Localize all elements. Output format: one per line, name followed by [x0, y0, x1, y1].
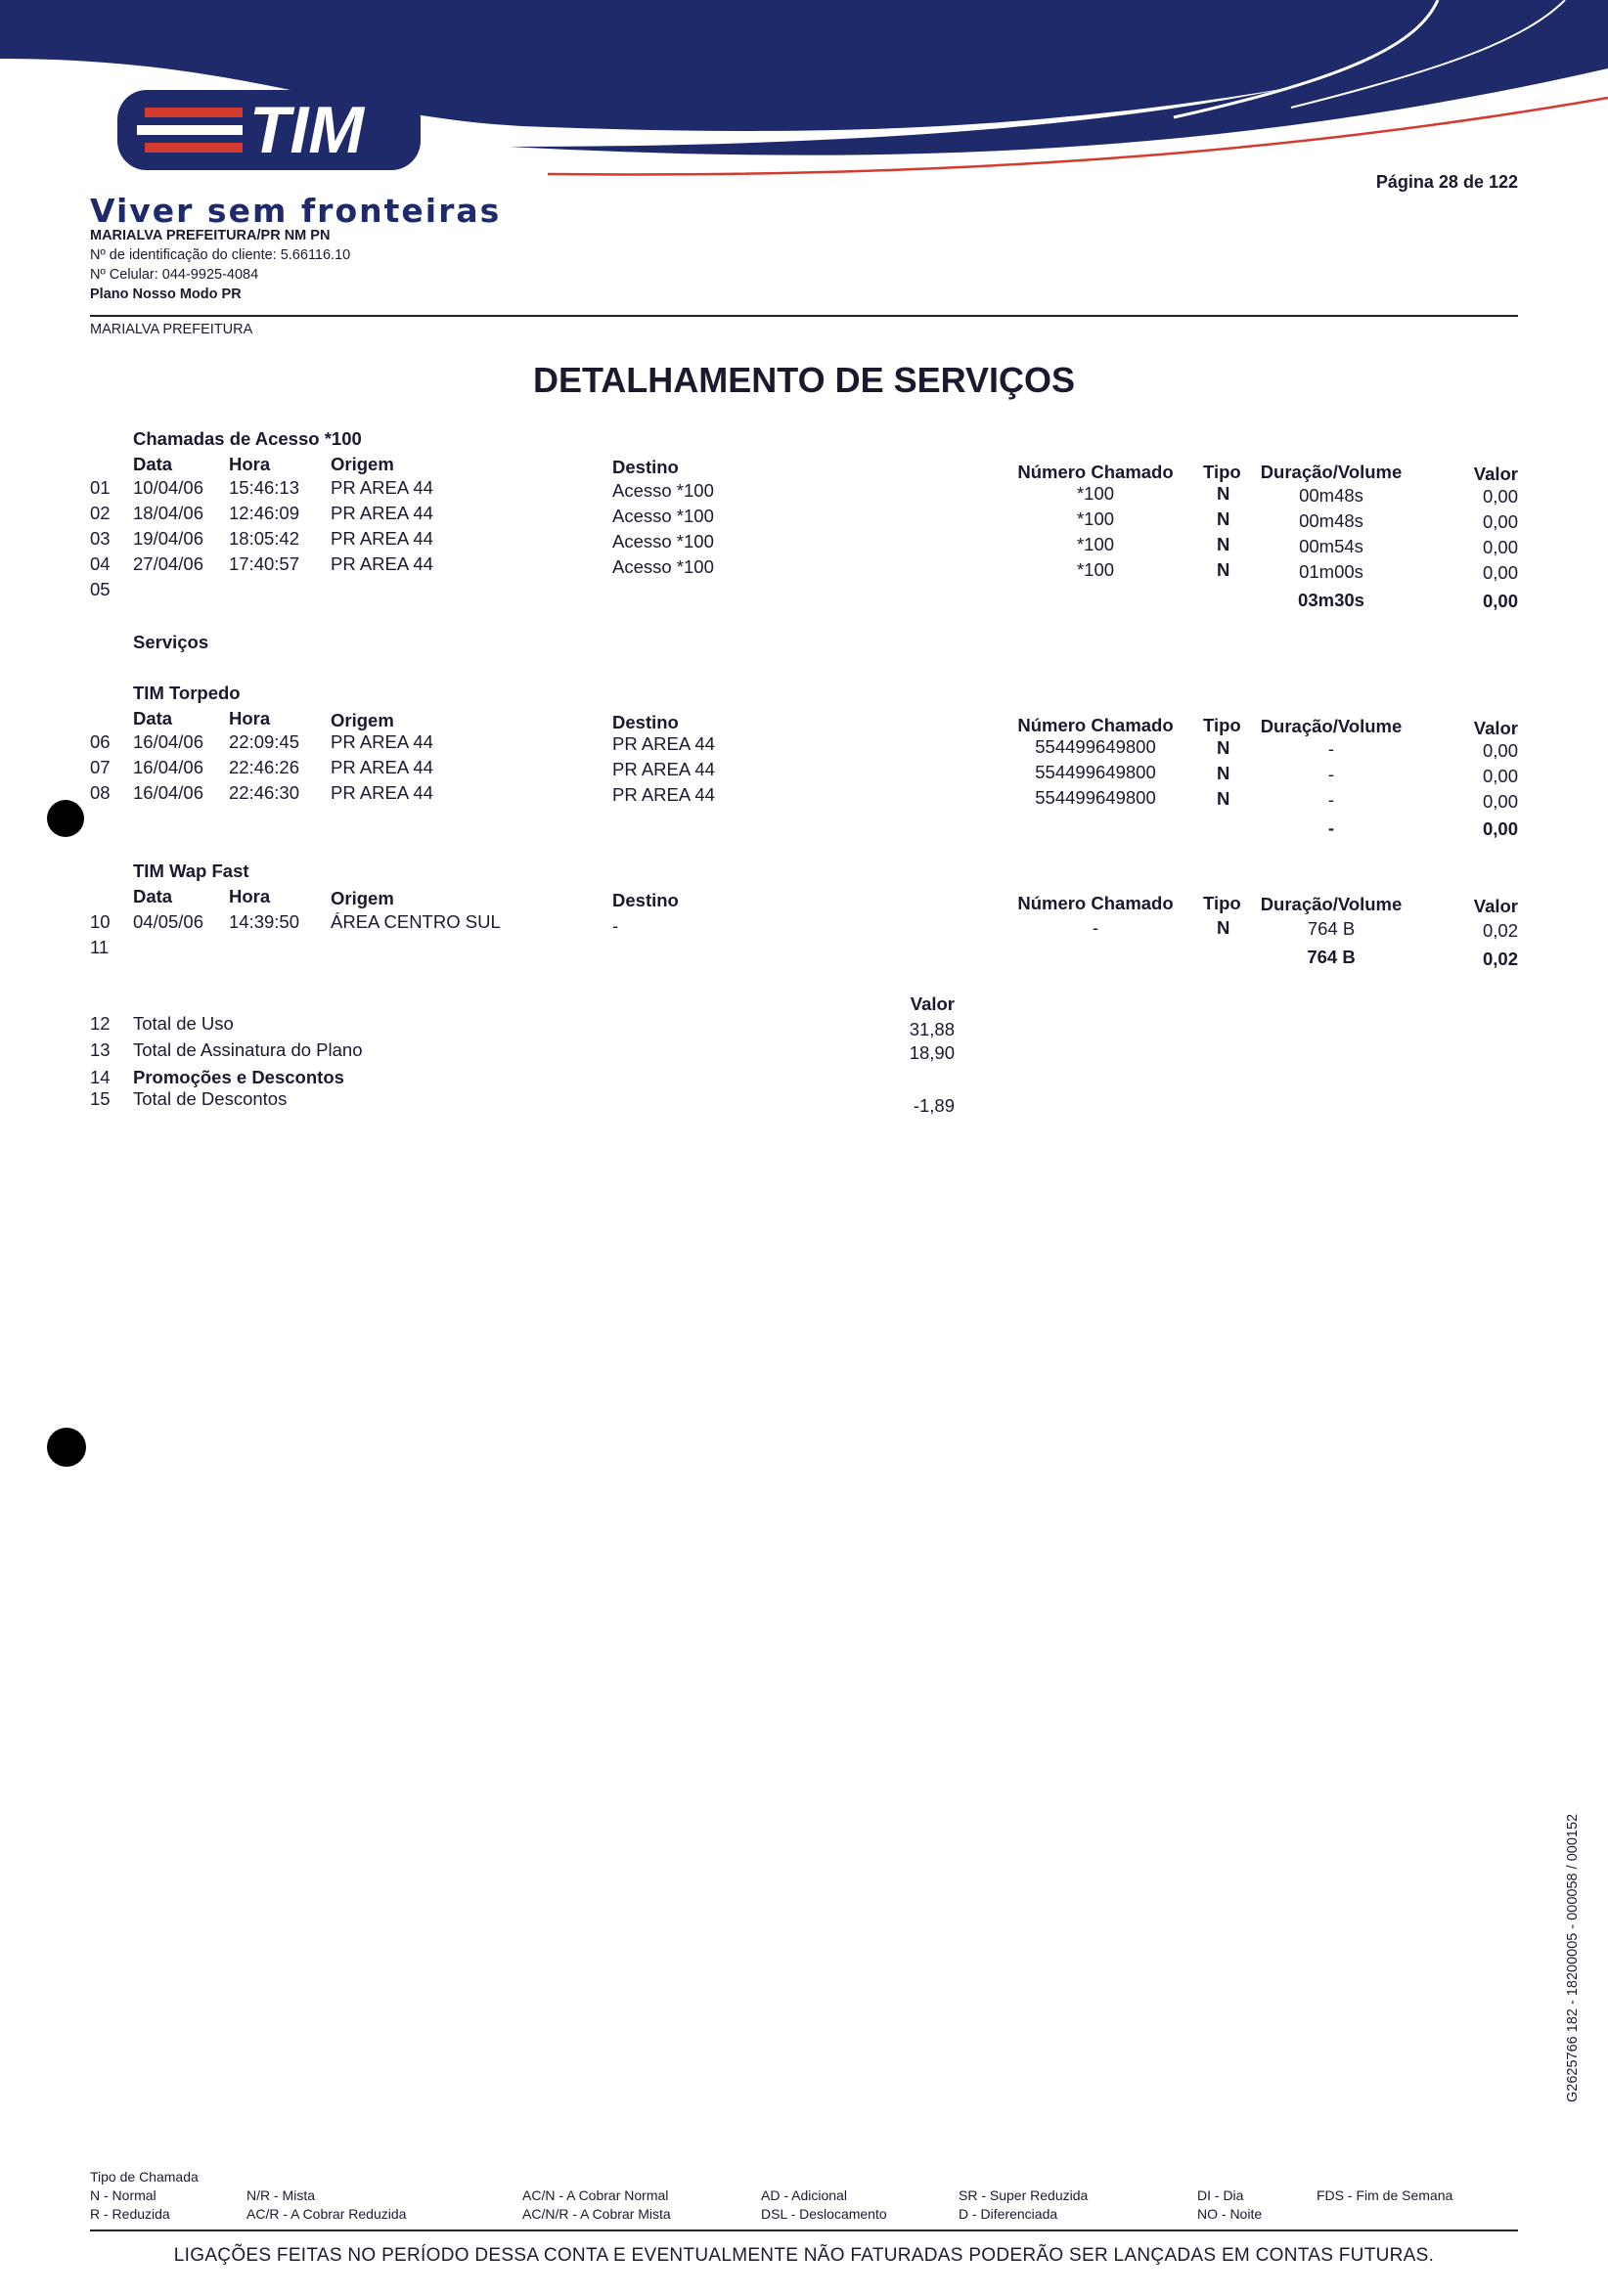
row-destino: - — [612, 915, 619, 936]
summary-value: -1,89 — [913, 1095, 955, 1116]
total-duracao: 03m30s — [1298, 590, 1364, 610]
col-data: Data — [133, 886, 173, 906]
row-duracao: 00m48s — [1299, 510, 1363, 531]
summary-value: 31,88 — [909, 1019, 955, 1039]
col-numero: Número Chamado — [1017, 893, 1174, 913]
tim-logo: TIM — [249, 93, 365, 167]
col-origem: Origem — [331, 454, 394, 474]
row-number: 10 — [90, 911, 111, 932]
legend-item: FDS - Fim de Semana — [1317, 2187, 1453, 2203]
row-valor: 0,02 — [1482, 920, 1518, 941]
row-hora: 14:39:50 — [229, 911, 300, 932]
plan-name: Plano Nosso Modo PR — [90, 287, 242, 302]
row-numero: *100 — [1076, 508, 1115, 529]
row-duracao: 00m48s — [1299, 485, 1363, 506]
row-duracao: - — [1327, 764, 1335, 784]
row-origem: PR AREA 44 — [331, 757, 433, 777]
summary-value: 18,90 — [909, 1042, 955, 1063]
row-data: 16/04/06 — [133, 731, 204, 752]
row-number: 11 — [90, 937, 110, 957]
legend-item: D - Diferenciada — [959, 2206, 1058, 2222]
row-hora: 12:46:09 — [229, 503, 300, 523]
legend-item: NO - Noite — [1197, 2206, 1263, 2222]
row-data: 16/04/06 — [133, 782, 204, 803]
summary-label: Promoções e Descontos — [133, 1067, 344, 1087]
punch-hole-mark — [47, 1428, 86, 1467]
side-code: G2625766 182 - 18200005 - 000058 / 000152 — [1565, 1813, 1581, 2102]
row-valor: 0,00 — [1482, 511, 1518, 532]
legend-item: AC/N/R - A Cobrar Mista — [522, 2206, 671, 2222]
row-valor: 0,00 — [1482, 537, 1518, 557]
col-destino: Destino — [612, 890, 679, 910]
row-number: 01 — [90, 477, 111, 498]
row-origem: ÁREA CENTRO SUL — [331, 911, 501, 932]
row-data: 10/04/06 — [133, 477, 204, 498]
total-duracao: 764 B — [1307, 947, 1356, 967]
col-numero: Número Chamado — [1017, 715, 1174, 735]
row-valor: 0,00 — [1482, 791, 1518, 812]
row-origem: PR AREA 44 — [331, 503, 433, 523]
slogan: Viver sem fronteiras — [90, 192, 502, 230]
row-valor: 0,00 — [1482, 766, 1518, 786]
row-valor: 0,00 — [1482, 740, 1518, 761]
summary-valor-header: Valor — [910, 993, 955, 1014]
col-tipo: Tipo — [1203, 715, 1241, 735]
legend-item: N - Normal — [90, 2187, 156, 2203]
row-origem: PR AREA 44 — [331, 782, 433, 803]
row-hora: 22:46:26 — [229, 757, 300, 777]
row-valor: 0,00 — [1482, 562, 1518, 583]
row-duracao: - — [1327, 738, 1335, 759]
legend-item: AC/R - A Cobrar Reduzida — [246, 2206, 407, 2222]
total-valor: 0,00 — [1482, 818, 1518, 839]
section-title-acesso: Chamadas de Acesso *100 — [133, 428, 362, 449]
row-tipo: N — [1217, 559, 1230, 580]
row-origem: PR AREA 44 — [331, 528, 433, 549]
row-destino: PR AREA 44 — [612, 784, 715, 805]
section-title-wap: TIM Wap Fast — [133, 861, 249, 881]
row-duracao: 764 B — [1307, 918, 1356, 939]
total-valor: 0,00 — [1482, 591, 1518, 611]
row-tipo: N — [1217, 788, 1230, 809]
row-hora: 15:46:13 — [229, 477, 300, 498]
row-number: 12 — [90, 1013, 111, 1034]
row-duracao: 01m00s — [1299, 561, 1363, 582]
account-name: MARIALVA PREFEITURA — [90, 322, 253, 337]
row-destino: Acesso *100 — [612, 506, 714, 526]
legend-item: DSL - Deslocamento — [761, 2206, 887, 2222]
col-tipo: Tipo — [1203, 893, 1241, 913]
row-hora: 22:09:45 — [229, 731, 300, 752]
row-origem: PR AREA 44 — [331, 553, 433, 574]
row-numero: *100 — [1076, 483, 1115, 504]
row-tipo: N — [1217, 917, 1230, 938]
row-numero: *100 — [1076, 559, 1115, 580]
row-number: 06 — [90, 731, 111, 752]
row-numero: 554499649800 — [1035, 736, 1156, 757]
legend-item: R - Reduzida — [90, 2206, 170, 2222]
client-id: Nº de identificação do cliente: 5.66116.10 — [90, 247, 351, 263]
row-data: 16/04/06 — [133, 757, 204, 777]
row-destino: Acesso *100 — [612, 480, 714, 501]
col-destino: Destino — [612, 712, 679, 732]
legend-item: AC/N - A Cobrar Normal — [522, 2187, 669, 2203]
row-hora: 22:46:30 — [229, 782, 300, 803]
row-data: 27/04/06 — [133, 553, 204, 574]
row-data: 19/04/06 — [133, 528, 204, 549]
col-origem: Origem — [331, 888, 394, 908]
row-number: 05 — [90, 579, 111, 599]
col-valor: Valor — [1473, 718, 1518, 738]
row-tipo: N — [1217, 534, 1230, 554]
summary-label: Total de Descontos — [133, 1088, 288, 1109]
row-origem: PR AREA 44 — [331, 731, 433, 752]
row-number: 07 — [90, 757, 111, 777]
row-tipo: N — [1217, 737, 1230, 758]
row-data: 18/04/06 — [133, 503, 204, 523]
row-tipo: N — [1217, 763, 1230, 783]
row-number: 14 — [90, 1067, 111, 1087]
col-hora: Hora — [229, 708, 271, 729]
legend-item: SR - Super Reduzida — [959, 2187, 1089, 2203]
summary-label: Total de Assinatura do Plano — [133, 1039, 363, 1060]
legend-item: DI - Dia — [1197, 2187, 1244, 2203]
row-number: 04 — [90, 553, 111, 574]
footer-notice: LIGAÇÕES FEITAS NO PERÍODO DESSA CONTA E EVENTUALMENTE NÃO FATURADAS PODERÃO SER LANÇADAS EM CONTAS FUTURAS. — [173, 2245, 1435, 2266]
row-origem: PR AREA 44 — [331, 477, 433, 498]
total-valor: 0,02 — [1482, 949, 1518, 969]
col-tipo: Tipo — [1203, 462, 1241, 482]
summary-label: Total de Uso — [133, 1013, 234, 1034]
page-title: DETALHAMENTO DE SERVIÇOS — [532, 360, 1076, 400]
header-divider — [90, 315, 1518, 317]
row-destino: PR AREA 44 — [612, 733, 715, 754]
row-hora: 18:05:42 — [229, 528, 300, 549]
row-destino: Acesso *100 — [612, 531, 714, 552]
col-duracao: Duração/Volume — [1260, 462, 1403, 482]
phone-number: Nº Celular: 044-9925-4084 — [90, 267, 259, 283]
footer-divider — [90, 2230, 1518, 2231]
row-numero: 554499649800 — [1035, 762, 1156, 782]
row-number: 03 — [90, 528, 111, 549]
row-hora: 17:40:57 — [229, 553, 300, 574]
services-title: Serviços — [133, 632, 209, 652]
row-number: 02 — [90, 503, 111, 523]
row-numero: - — [1092, 917, 1099, 938]
col-duracao: Duração/Volume — [1260, 716, 1403, 736]
row-number: 13 — [90, 1039, 111, 1060]
row-duracao: - — [1327, 789, 1335, 810]
row-destino: Acesso *100 — [612, 556, 714, 577]
page-number: Página 28 de 122 — [1375, 172, 1518, 192]
row-tipo: N — [1217, 508, 1230, 529]
section-title-torpedo: TIM Torpedo — [133, 683, 241, 703]
header-banner — [0, 0, 1608, 186]
col-valor: Valor — [1473, 896, 1518, 916]
legend-item: AD - Adicional — [761, 2187, 847, 2203]
row-tipo: N — [1217, 483, 1230, 504]
row-numero: 554499649800 — [1035, 787, 1156, 808]
total-duracao: - — [1327, 817, 1335, 838]
col-numero: Número Chamado — [1017, 462, 1174, 482]
row-valor: 0,00 — [1482, 486, 1518, 507]
row-data: 04/05/06 — [133, 911, 204, 932]
row-number: 08 — [90, 782, 111, 803]
customer-name: MARIALVA PREFEITURA/PR NM PN — [90, 228, 331, 243]
col-origem: Origem — [331, 710, 394, 730]
col-data: Data — [133, 708, 173, 729]
col-duracao: Duração/Volume — [1260, 894, 1403, 914]
punch-hole-mark — [47, 800, 84, 837]
col-valor: Valor — [1473, 464, 1518, 484]
col-hora: Hora — [229, 454, 271, 474]
col-data: Data — [133, 454, 173, 474]
legend-title: Tipo de Chamada — [90, 2169, 199, 2185]
row-number: 15 — [90, 1088, 111, 1109]
row-numero: *100 — [1076, 534, 1115, 554]
col-destino: Destino — [612, 457, 679, 477]
row-duracao: 00m54s — [1299, 536, 1363, 556]
legend-item: N/R - Mista — [246, 2187, 315, 2203]
col-hora: Hora — [229, 886, 271, 906]
row-destino: PR AREA 44 — [612, 759, 715, 779]
